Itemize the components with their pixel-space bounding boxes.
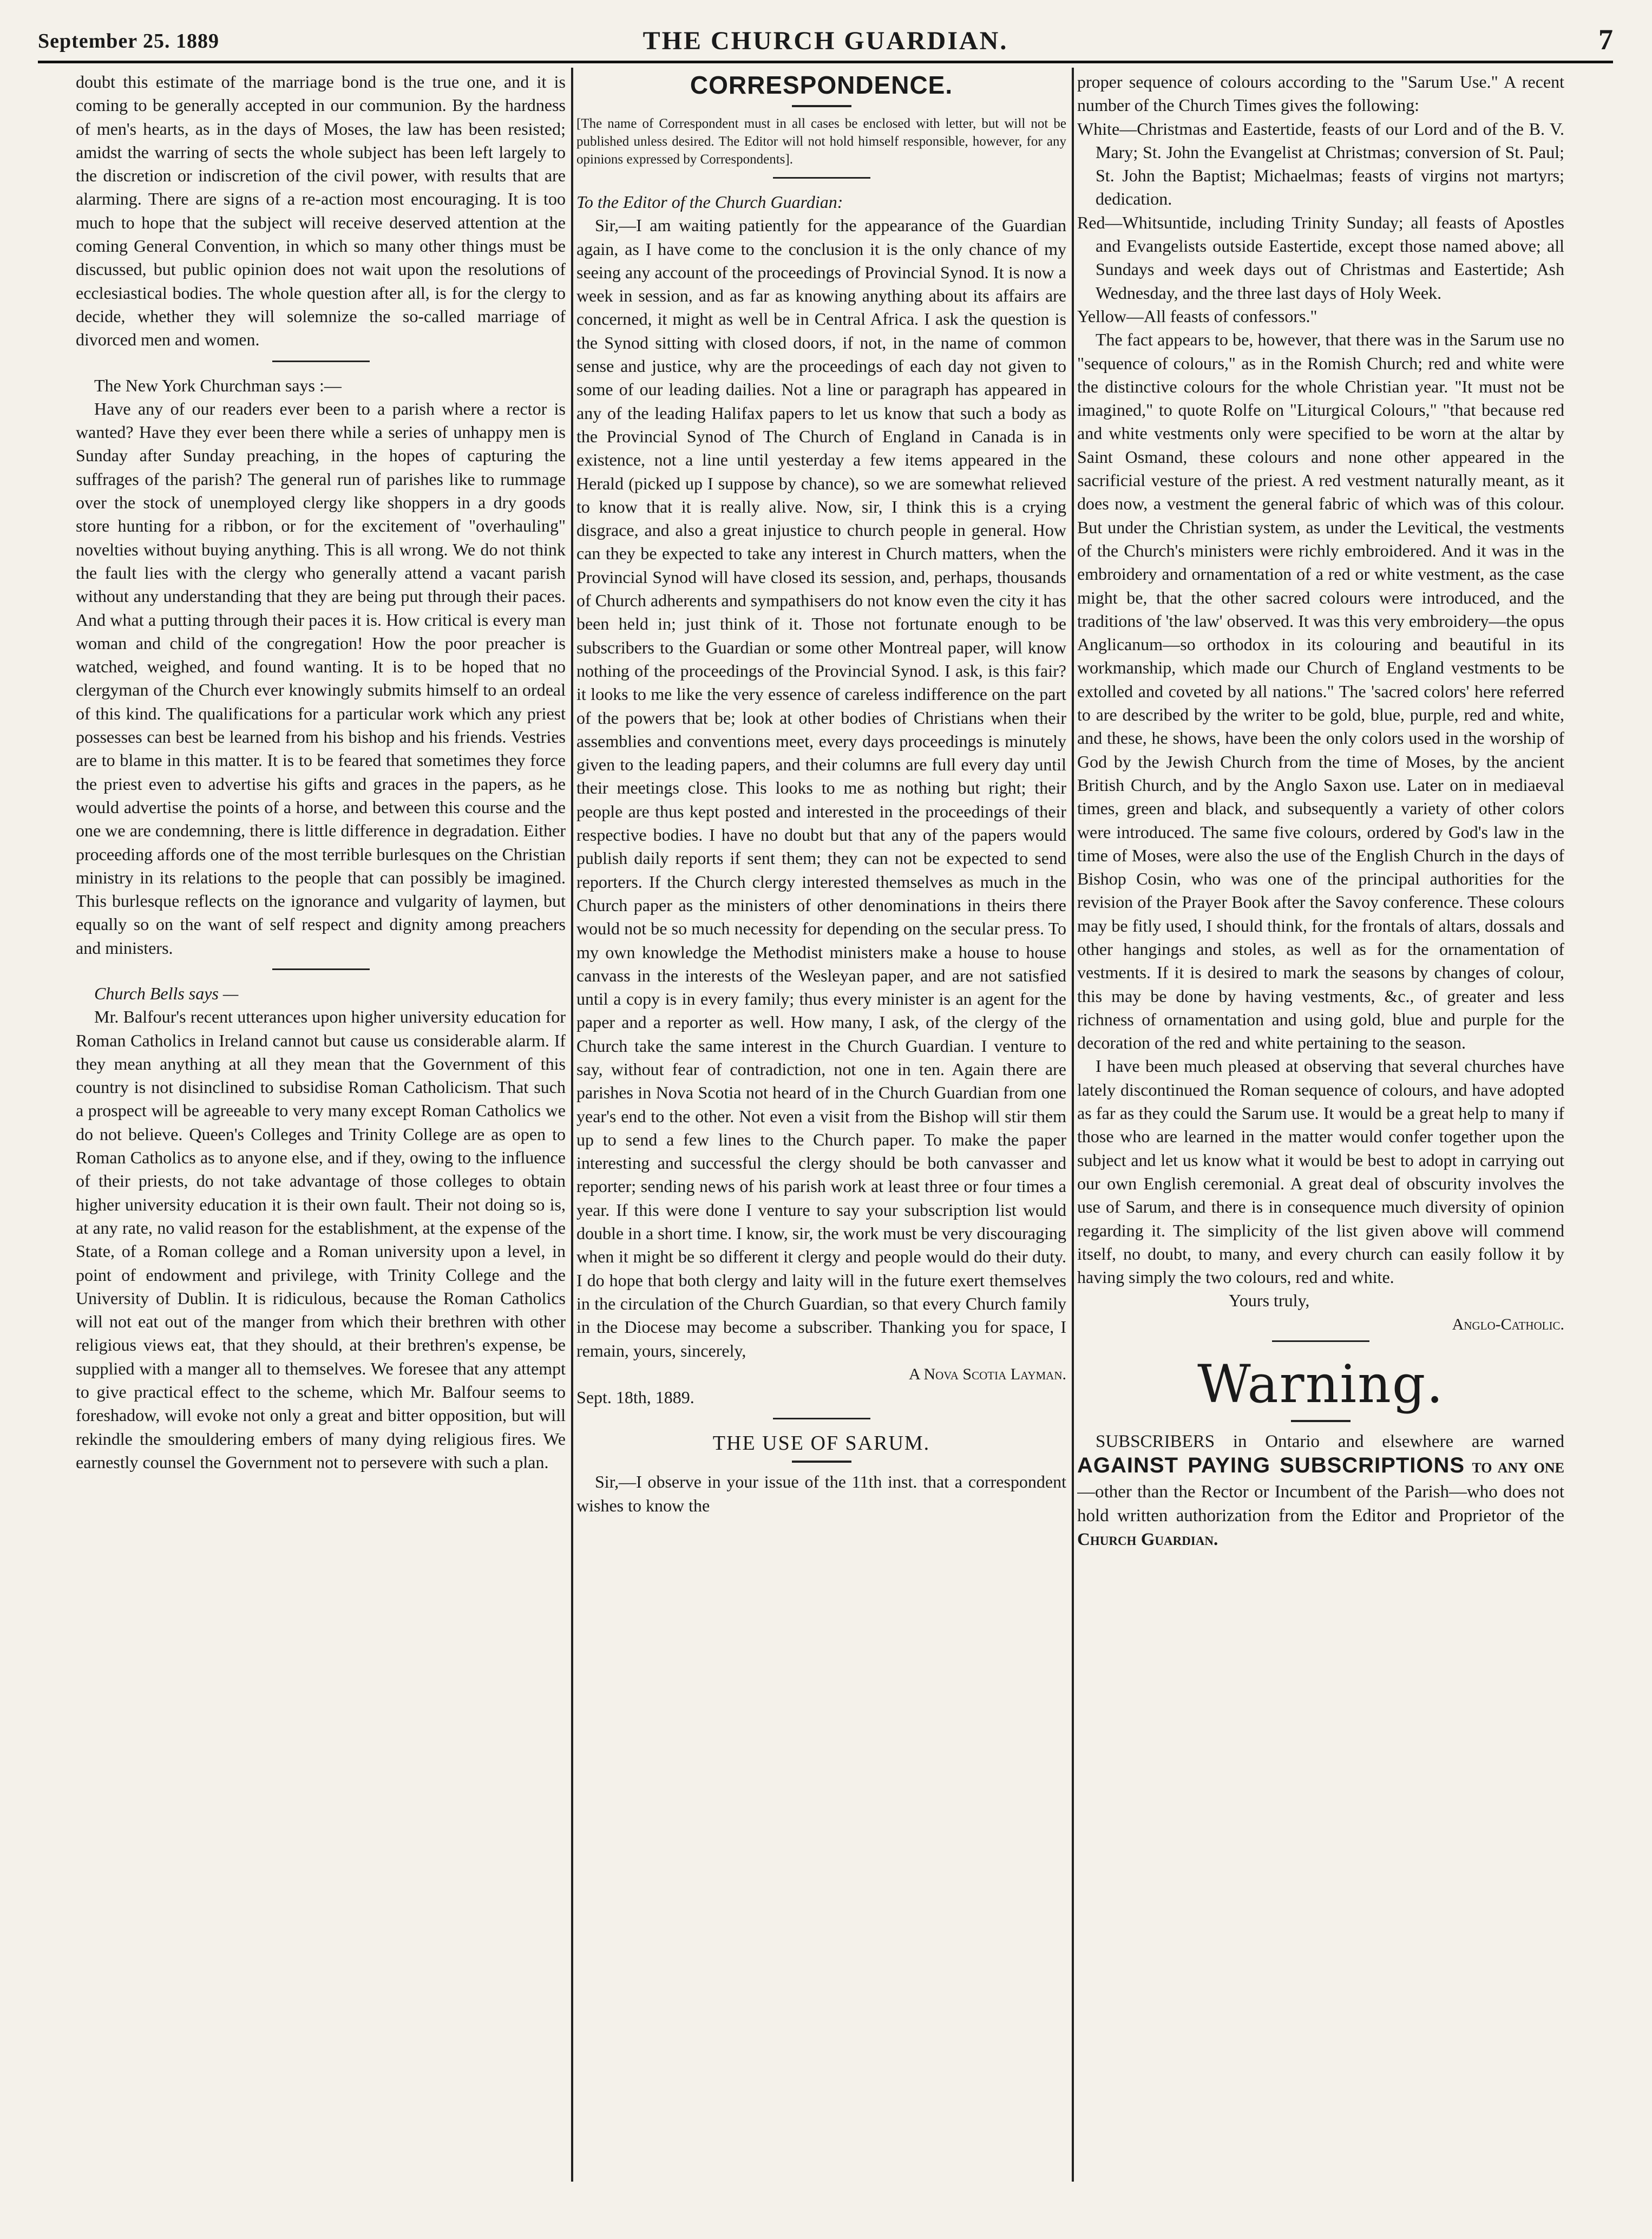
- column-right: [1077, 70, 1564, 2192]
- editor-note: [The name of Correspondent must in all cases be enclosed with letter, but will not be published unless desired. The Editor will not hold himself responsible, however, for any opinions expressed by Correspondents].: [576, 116, 1066, 167]
- church-bells-intro: Church Bells says —: [94, 983, 239, 1003]
- sarum-letter-start: Sir,—I observe in your issue of the 11th inst. that a correspondent wishes to know the: [576, 1472, 1066, 1515]
- colour-red: Red—Whitsuntide, including Trinity Sunday; all feasts of Apostles and Evangelists outside Eastertide, except those named above; all Sundays and week days out of Christmas and Eastertide; Ash Wednesday, and the three last days of Holy Week.: [1077, 212, 1564, 303]
- section-divider: [272, 361, 370, 362]
- warning-lead: SUBSCRIBERS in Ontario and elsewhere are warned: [1096, 1432, 1564, 1452]
- page-number: 7: [1598, 23, 1613, 56]
- colour-white: White—Christmas and Eastertide, feasts of our Lord and of the B. V. Mary; St. John the Evangelist at Christmas; conversion of St. Paul; St. John the Baptist; Michaelmas; feasts of virgins not martyrs; dedication.: [1077, 119, 1564, 209]
- heading-divider: [1291, 1420, 1351, 1422]
- anglo-catholic-signature: Anglo-Catholic.: [1452, 1315, 1564, 1333]
- warning-rest: —other than the Rector or Incumbent of the Parish—who does not hold written authorization from the Editor and Proprietor of the: [1077, 1482, 1564, 1526]
- letter-signature: A Nova Scotia Layman.: [908, 1365, 1066, 1383]
- masthead-title: THE CHURCH GUARDIAN.: [643, 27, 1008, 55]
- colour-yellow: Yellow—All feasts of confessors.": [1077, 306, 1317, 326]
- letter-body: Sir,—I am waiting patiently for the appearance of the Guardian again, as I have come to the conclusion it is the only chance of my seeing any account of the proceedings of Provincial Synod. It is now a week in session, and as far as knowing anything about its affairs are concerned, it might as well be in Central Africa. I ask the question is the Synod sitting with closed doors, if not, in the name of common sense and justice, why are the proceedings of each day not given to some of our leading dailies. Not a line or paragraph has appeared in any of the leading Halifax papers to let us know that such a body as the Provincial Synod of The Church of England in Canada is in existence, not a line until yesterday a few items appeared in the Herald (picked up I suppose by chance), so we are somewhat relieved to know that it is really alive. Now, sir, I think this is a crying disgrace, and also a great injustice to church people in general. How can they be expected to take any interest in Church matters, when the Provincial Synod will have closed its session, and, perhaps, thousands of Church adherents and sympathisers do not know even the city it has been held in; just think of it. Those not fortunate enough to be subscribers to the Guardian or some other Montreal paper, will know nothing of the proceedings of the Provincial Synod. I ask, is this fair? it looks to me like the very essence of careless indifference on the part of the powers that be; look at other bodies of Christians when their assemblies and conventions meet, every days proceedings is minutely given to the leading papers, and their columns are full every day until their meetings close. This looks to me as nothing but right; their people are thus kept posted and interested in the proceedings of their respective bodies. I have no doubt but that any of the papers would publish daily reports if sent them; they can not be expected to send reporters. If the Church clergy interested themselves as much in the Church paper as the ministers of other denominations in theirs there would not be so much necessity for depending on the secular press. To my own knowledge the Methodist ministers make a house to house canvass in the interests of the Wesleyan paper, and are not satisfied until a copy is in every family; thus every minister is an agent for the paper and a reporter as well. How many, I ask, of the clergy of the Church take the same interest in the Church Guardian. I venture to say, without fear of contradiction, not one in ten. Again there are parishes in Nova Scotia not heard of in the Church Guardian from one year's end to the other. Not even a visit from the Bishop will stir them up to send a few lines to the Church paper. To make the paper interesting and successful the clergy should be both canvasser and reporter; sending news of his parish work at least three or four times a year. If this were done I venture to say your subscription list would double in a short time. I know, sir, the work must be very discouraging when it might be so different it clergy and people would do their duty. I do hope that both clergy and laity will in the future exert themselves in the circulation of the Church Guardian, so that every Church family in the Diocese may become a subscriber. Thanking you for space, I remain, yours, sincerely,: [576, 215, 1066, 1360]
- heading-divider: [792, 1461, 851, 1463]
- letter-closing: Yours truly,: [1229, 1291, 1310, 1311]
- warning-to-any-one: TO ANY ONE: [1472, 1460, 1564, 1476]
- warning-title: Warning.: [1197, 1354, 1444, 1415]
- sarum-paragraph-2: I have been much pleased at observing that several churches have lately discontinued the Roman sequence of colours, and have adopted as far as they could the Sarum use. It would be a great help to many if those who are learned in the matter would confer together upon the subject and let us know what it would be best to adopt in carrying out our own English ceremonial. A great deal of obscurity involves the use of Sarum, and there is in consequence much diversity of opinion regarding it. The simplicity of the list given above will commend itself, no doubt, to many, and every church can easily follow it by having simply the two colours, red and white.: [1077, 1056, 1564, 1287]
- section-divider: [773, 177, 870, 179]
- churchman-intro: The New York Churchman says :—: [94, 375, 342, 395]
- sarum-paragraph-1: The fact appears to be, however, that there was in the Sarum use no "sequence of colours," as in the Romish Church; red and white were the distinctive colours for the whole Christian year. "It must not be imagined," to quote Rolfe on "Liturgical Colours," "that because red and white vestments only were specified to be worn at the altar by Saint Osmand, these colours and none other appeared in the sacrificial vesture of the priest. A red vestment naturally meant, as it does now, a vestment the general fabric of which was of this colour. But under the Christian system, as under the Levitical, the vestments of the Church's ministers were richly embroidered. And it was in the embroidery and ornamentation of a red or white vestment, as the case might be, that the other sacred colours were introduced, and the traditions of 'the law' observed. It was this very embroidery—the opus Anglicanum—so orthodox in its colouring and beautiful in its workmanship, which made our Church of England vestments to be extolled and coveted by all nations." The 'sacred colors' here referred to are described by the writer to be gold, blue, purple, red and white, and these, he shows, have been the only colors used in the worship of God by the Jewish Church from the time of Moses, by the ancient British Church, and by the Anglo Saxon use. Later on in mediaeval times, green and black, and subsequently a variety of other colors were introduced. The same five colours, ordered by God's law in the time of Moses, were also the use of the English Church in the days of Bishop Cosin, who was one of the principal authorities for the revision of the Prayer Book after the Savoy conference. These colours may be fitly used, I should think, for the frontals of altars, dossals and other hangings and stoles, as well as for the ornamentation of vestments. If it is desired to mark the seasons by changes of colour, this may be done by having vestments, &c., of greater and less richness of ornamentation and using gold, blue and purple for the decoration of the red and white pertaining to the season.: [1077, 330, 1564, 1053]
- sarum-heading: THE USE OF SARUM.: [712, 1432, 930, 1455]
- section-divider: [773, 1418, 870, 1419]
- sarum-letter-continued: proper sequence of colours according to the "Sarum Use." A recent number of the Church Times gives the following:: [1077, 72, 1564, 115]
- heading-divider: [792, 105, 851, 107]
- page-header: [38, 17, 1613, 63]
- warning-notice: [1077, 1354, 1564, 1551]
- issue-date: September 25. 1889: [38, 30, 219, 53]
- warning-paper-name: Church Guardian.: [1077, 1530, 1218, 1550]
- column-rule: [571, 68, 573, 2182]
- letter-date: Sept. 18th, 1889.: [576, 1387, 694, 1407]
- warning-emphasis: AGAINST PAYING SUBSCRIPTIONS: [1077, 1454, 1465, 1478]
- column-left: [76, 70, 566, 2182]
- letter-salutation: To the Editor of the Church Guardian:: [576, 192, 843, 212]
- church-bells-quote: Mr. Balfour's recent utterances upon higher university education for Roman Catholics in Ireland cannot but cause us considerable alarm. If they mean anything at all they mean that the Government of this country is not disinclined to subsidise Roman Catholicism. That such a prospect will be agreeable to very many except Roman Catholics we do not believe. Queen's Colleges and Trinity College are as open to Roman Catholics as to anyone else, and if they, owing to the influence of their priests, do not take advantage of those colleges to obtain higher university education it is their own fault. Their not doing so is, at any rate, no valid reason for the establishment, at the expense of the State, of a Roman college and a Roman university upon a level, in point of endowment and privilege, with Trinity College and the University of Dublin. It is ridiculous, because the Roman Catholics will not eat out of the manger from which their brethren with other religious views eat, that they should, at their brethren's expense, be supplied with a manger all to themselves. We foresee that any attempt to give practical effect to the scheme, which Mr. Balfour seems to foreshadow, will evoke not only a great and bitter opposition, but will rekindle the smouldering embers of many dying religious fires. We earnestly counsel the Government not to persevere with such a plan.: [76, 1007, 566, 1472]
- column-middle: [576, 70, 1066, 2192]
- correspondence-heading: CORRESPONDENCE.: [690, 71, 953, 99]
- section-divider: [1272, 1340, 1369, 1342]
- marriage-article-end: doubt this estimate of the marriage bond is the true one, and it is coming to be generally accepted in our communion. By the hardness of men's hearts, as in the days of Moses, the law has been resisted; amidst the warring of sects the whole subject has been left largely to the discretion or indiscretion of the civil power, with results that are alarming. There are signs of a re-action most encouraging. It is too much to hope that the subject will receive deserved attention at the coming General Convention, in which so many other things must be discussed, but public opinion does not wait upon the resolutions of ecclesiastical bodies. The whole question after all, is for the clergy to decide, whether they will solemnize the so-called marriage of divorced men and women.: [76, 72, 566, 350]
- churchman-quote: Have any of our readers ever been to a parish where a rector is wanted? Have they ever been there while a series of unhappy men is Sunday after Sunday preaching, in the hopes of capturing the suffrages of the parish? The general run of parishes like to rummage over the stock of unemployed clergy like shoppers in a dry goods store hunting for a ribbon, or for the excitement of "overhauling" novelties without buying anything. This is all wrong. We do not think the fault lies with the clergy who generally attend a vacant parish without any understanding that they are being put through their paces. And what a putting through their paces it is. How critical is every man woman and child of the congregation! How the poor preacher is watched, weighed, and found wanting. It is to be hoped that no clergyman of the Church ever knowingly submits himself to an ordeal of this kind. The qualifications for a particular work which any priest possesses can best be learned from his bishop and his friends. Vestries are to blame in this matter. It is to be feared that sometimes they force the priest even to advertise his gifts and graces in the papers, as he would advertise the points of a horse, and between this course and the one we are condemning, there is little difference in degradation. Either proceeding affords one of the most terrible burlesques on the Christian ministry in its relations to the people that can possibly be imagined. This burlesque reflects on the ignorance and vulgarity of laymen, but equally so on the want of self respect and dignity among preachers and ministers.: [76, 398, 566, 958]
- section-divider: [272, 968, 370, 970]
- column-rule: [1072, 68, 1074, 2182]
